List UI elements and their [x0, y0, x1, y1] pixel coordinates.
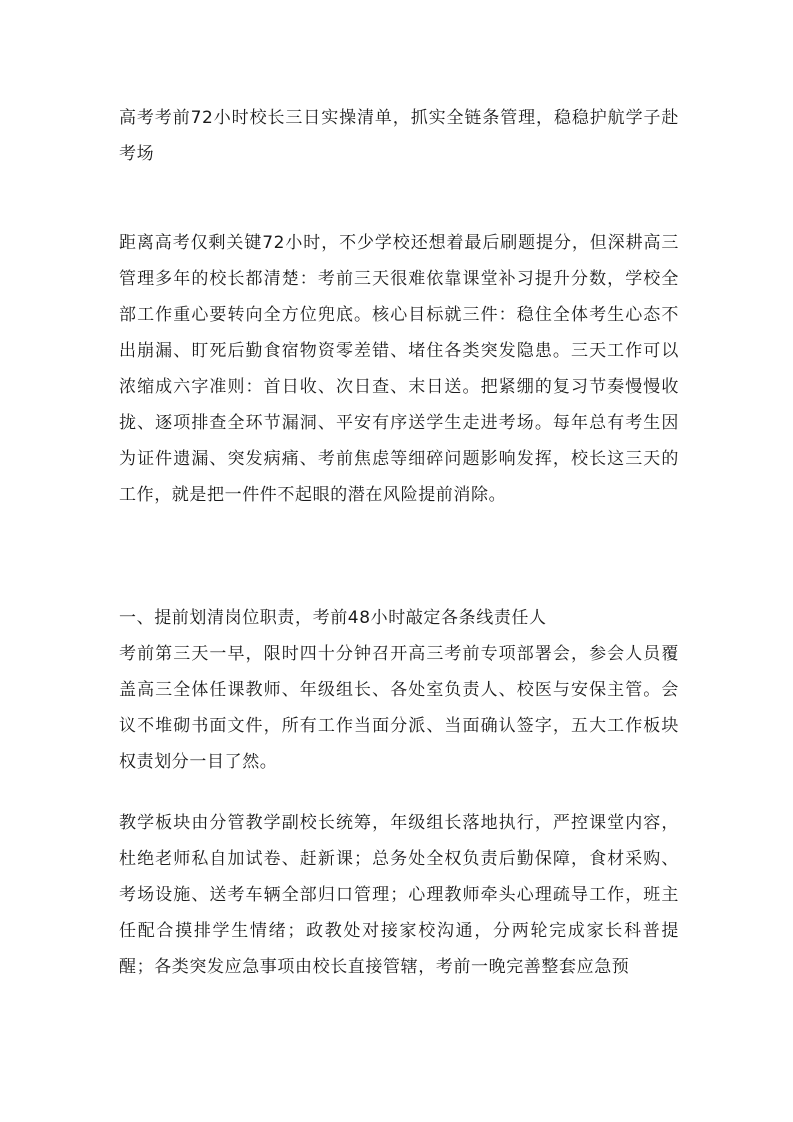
- document-title: [119, 100, 679, 172]
- section-heading-text: 一、提前划清岗位职责，考前48小时敲定各条线责任人: [119, 608, 547, 628]
- section-paragraph-2: [119, 805, 679, 985]
- section-paragraph-1: [119, 636, 679, 780]
- intro-text: 距离高考仅剩关键72小时，不少学校还想着最后刷题提分，但深耕高三管理多年的校长都清楚：考前三天很难依靠课堂补习提升分数，学校全部工作重心要转向全方位兜底。核心目标就三件：稳住全体考生心态不出崩漏、盯死后勤食宿物资零差错、堵住各类突发隐患。三天工作可以浓缩成六字准则：首日收、次日查、末日送。把紧绷的复习节奏慢慢收拢、逐项排查全环节漏洞、平安有序送学生走进考场。每年总有考生因为证件遗漏、突发病痛、考前焦虑等细碎问题影响发挥，校长这三天的工作，就是把一件件不起眼的潜在风险提前消除。: [119, 233, 679, 505]
- section-paragraph-1-text: 考前第三天一早，限时四十分钟召开高三考前专项部署会，参会人员覆盖高三全体任课教师、年级组长、各处室负责人、校医与安保主管。会议不堆砌书面文件，所有工作当面分派、当面确认签字，五大工作板块权责划分一目了然。: [119, 644, 679, 772]
- section-paragraph-2-text: 教学板块由分管教学副校长统筹，年级组长落地执行，严控课堂内容，杜绝老师私自加试卷、赶新课；总务处全权负责后勤保障，食材采购、考场设施、送考车辆全部归口管理；心理教师牵头心理疏导工作，班主任配合摸排学生情绪；政教处对接家校沟通，分两轮完成家长科普提醒；各类突发应急事项由校长直接管辖，考前一晚完善整套应急预: [119, 813, 679, 977]
- intro-paragraph: [119, 225, 679, 513]
- title-text: 高考考前72小时校长三日实操清单，抓实全链条管理，稳稳护航学子赴考场: [119, 108, 679, 164]
- section-heading: [119, 600, 679, 636]
